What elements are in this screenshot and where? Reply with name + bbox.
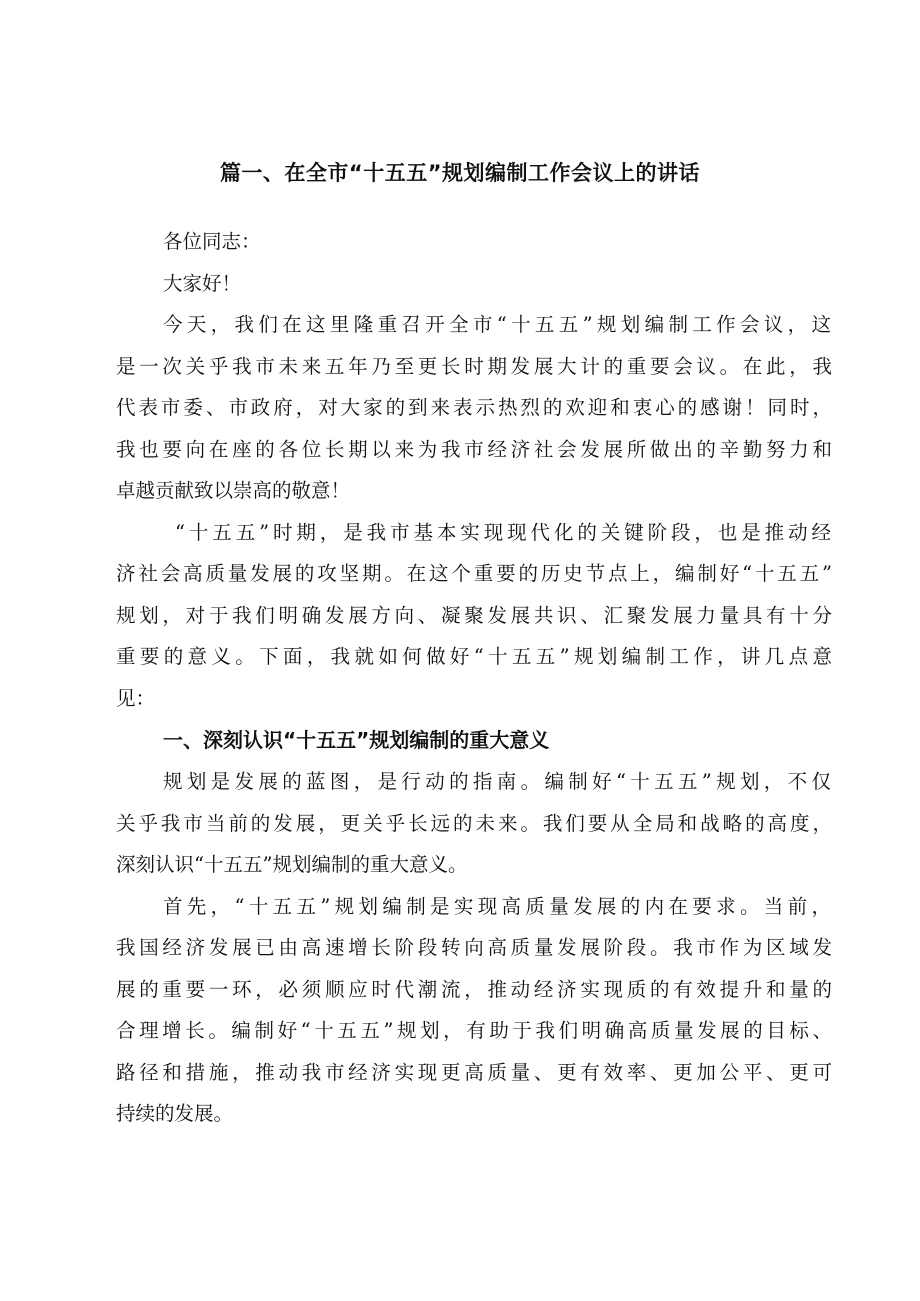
paragraph-line: 是一次关乎我市未来五年乃至更长时期发展大计的重要会议。在此，我: [116, 354, 832, 378]
paragraph-line: 今天，我们在这里隆重召开全市“十五五”规划编制工作会议，这: [163, 313, 831, 337]
paragraph-line: 代表市委、市政府，对大家的到来表示热烈的欢迎和衷心的感谢！同时，: [116, 396, 832, 420]
paragraph-line: 首先，“十五五”规划编制是实现高质量发展的内在要求。当前，: [163, 894, 831, 918]
paragraph-line: 我也要向在座的各位长期以来为我市经济社会发展所做出的辛勤努力和: [116, 437, 832, 461]
salutation: 各位同志：: [163, 230, 261, 253]
paragraph-line: 持续的发展。: [116, 1102, 234, 1126]
greeting: 大家好！: [163, 271, 242, 295]
speech-body: [0, 221, 920, 1135]
paragraph-line: 规划，对于我们明确发展方向、凝聚发展共识、汇聚发展力量具有十分: [116, 603, 832, 627]
paragraph-line: 展的重要一环，必须顺应时代潮流，推动经济实现质的有效提升和量的: [116, 977, 832, 1001]
document-title: 篇一、在全市“十五五”规划编制工作会议上的讲话: [219, 161, 701, 185]
paragraph-line: 深刻认识“十五五”规划编制的重大意义。: [116, 853, 468, 877]
paragraph-line: “十五五”时期，是我市基本实现现代化的关键阶段，也是推动经: [175, 520, 831, 544]
paragraph-line: 我国经济发展已由高速增长阶段转向高质量发展阶段。我市作为区域发: [116, 936, 832, 960]
paragraph-line: 卓越贡献致以崇高的敬意！: [116, 479, 351, 503]
paragraph-line: 路径和措施，推动我市经济实现更高质量、更有效率、更加公平、更可: [116, 1060, 832, 1084]
paragraph-line: 规划是发展的蓝图，是行动的指南。编制好“十五五”规划，不仅: [163, 770, 831, 794]
section-heading: 一、深刻认识“十五五”规划编制的重大意义: [163, 727, 550, 752]
paragraph-line: 合理增长。编制好“十五五”规划，有助于我们明确高质量发展的目标、: [116, 1019, 832, 1043]
paragraph-line: 重要的意义。下面，我就如何做好“十五五”规划编制工作，讲几点意: [116, 645, 832, 669]
paragraph-line: 见：: [116, 687, 156, 711]
paragraph-line: 关乎我市当前的发展，更关乎长远的未来。我们要从全局和战略的高度，: [116, 811, 832, 835]
paragraph-line: 济社会高质量发展的攻坚期。在这个重要的历史节点上，编制好“十五五”: [116, 562, 832, 586]
